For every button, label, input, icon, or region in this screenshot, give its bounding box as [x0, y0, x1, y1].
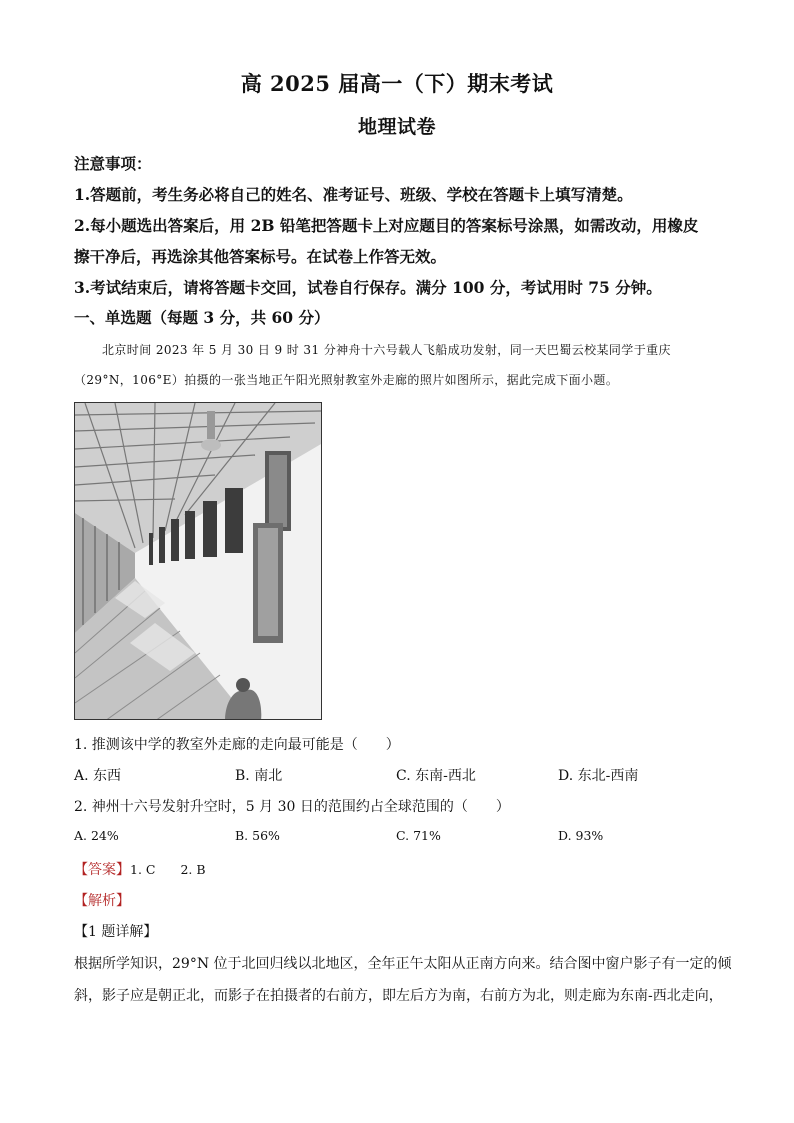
- answer-tag: 【答案】: [74, 862, 130, 878]
- passage-line-1: 北京时间 2023 年 5 月 30 日 9 时 31 分神舟十六号载人飞船成功发射，同一天巴蜀云校某同学于重庆: [102, 343, 671, 357]
- corridor-photo: [74, 402, 322, 720]
- question-2-option-d: D. 93%: [558, 828, 604, 843]
- answer-line: [74, 859, 206, 879]
- note-item-2-cont: 擦干净后，再选涂其他答案标号。在试卷上作答无效。: [74, 247, 447, 266]
- corridor-illustration: [75, 403, 322, 720]
- passage-line-2: （29°N，106°E）拍摄的一张当地正午阳光照射教室外走廊的照片如图所示，据此完成下面小题。: [74, 373, 619, 387]
- analysis-line-1: 根据所学知识，29°N 位于北回归线以北地区，全年正午太阳从正南方向来。结合图中窗户影子有一定的倾: [74, 956, 732, 972]
- exam-subtitle: 地理试卷: [357, 116, 436, 138]
- analysis-subheading: 【1 题详解】: [74, 924, 158, 940]
- section-heading: 一、单选题（每题 3 分，共 60 分）: [74, 308, 330, 327]
- question-2-option-a: A. 24%: [74, 828, 119, 843]
- note-item-1: 1.答题前，考生务必将自己的姓名、准考证号、班级、学校在答题卡上填写清楚。: [74, 185, 633, 204]
- question-2-option-b: B. 56%: [235, 828, 280, 843]
- analysis-line-2: 斜，影子应是朝正北，而影子在拍摄者的右前方，即左后方为南，右前方为北，则走廊为东南-西北走向，: [74, 988, 723, 1004]
- note-item-3: 3.考试结束后，请将答题卡交回，试卷自行保存。满分 100 分，考试用时 75 分钟。: [74, 278, 662, 297]
- analysis-tag: 【解析】: [74, 893, 130, 909]
- question-1-option-b: B. 南北: [235, 768, 283, 784]
- note-item-2: 2.每小题选出答案后，用 2B 铅笔把答题卡上对应题目的答案标号涂黑，如需改动，用橡皮: [74, 216, 699, 235]
- question-1-stem: 1. 推测该中学的教室外走廊的走向最可能是（ ）: [74, 737, 400, 753]
- exam-title: 高 2025 届高一（下）期末考试: [240, 71, 554, 96]
- notes-heading: 注意事项：: [74, 154, 152, 173]
- question-1-option-a: A. 东西: [74, 768, 122, 784]
- question-1-option-d: D. 东北-西南: [558, 768, 639, 784]
- question-2-stem: 2. 神州十六号发射升空时，5 月 30 日的范围约占全球范围的（ ）: [74, 799, 510, 815]
- question-1-option-c: C. 东南-西北: [396, 768, 476, 784]
- question-2-option-c: C. 71%: [396, 828, 441, 843]
- answer-content: 1. C 2. B: [130, 862, 206, 877]
